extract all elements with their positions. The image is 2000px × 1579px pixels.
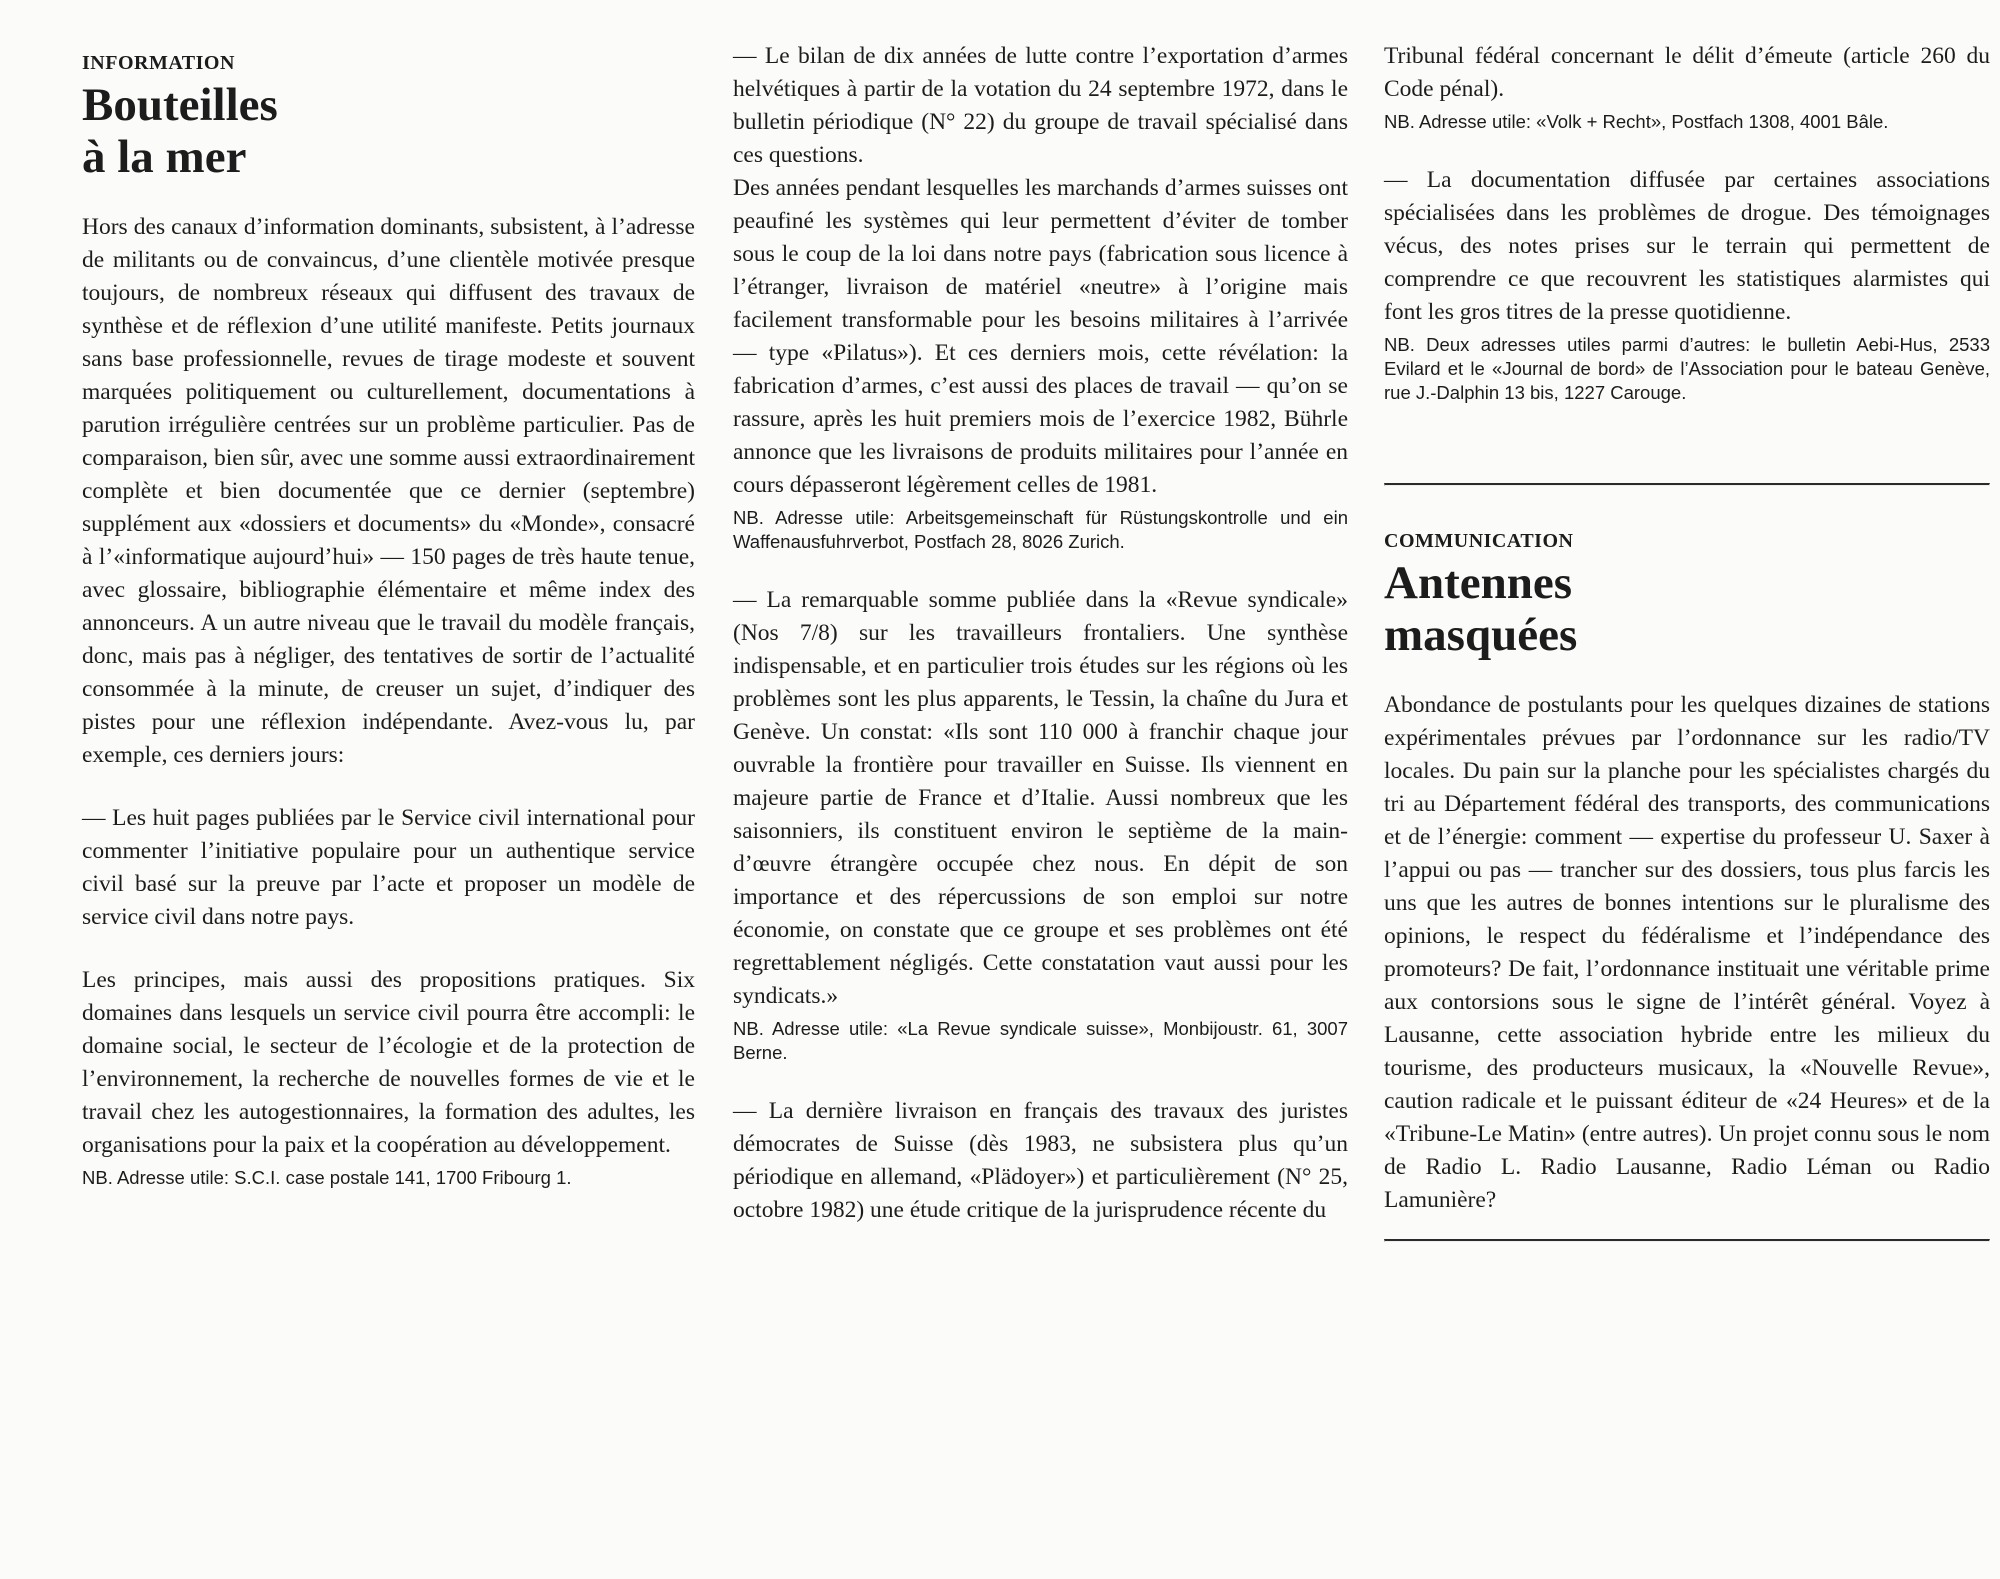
- section-kicker: COMMUNICATION: [1384, 530, 1574, 552]
- paragraph: Hors des canaux d’information dominants, subsistent, à l’adresse de militants ou de convaincus, d’une clientèle motivée presque toujours, de nombreux réseaux qui diffusent des travaux de synthèse et de réflexion d’une utilité manifeste. Petits journaux sans base professionnelle, revues de tirage modeste et souvent marquées politiquement ou culturellement, documentations à parution irrégulière centrées sur un problème particulier. Pas de comparaison, bien sûr, avec une somme aussi extraordinairement complète et bien documentée que ce dernier (septembre) supplément aux «dossiers et documents» du «Monde», consacré à l’«informatique aujourd’hui» — 150 pages de très haute tenue, avec glossaire, bibliographie élémentaire et même index des annonceurs. A un autre niveau que le travail du modèle français, donc, mais pas à négliger, des tentatives de sortir de l’actualité consommée à la minute, de creuser un sujet, d’indiquer des pistes pour une réflexion indépendante. Avez-vous lu, par exemple, ces derniers jours:: [82, 214, 695, 768]
- paragraph: Tribunal fédéral concernant le délit d’émeute (article 260 du Code pénal).: [1384, 43, 1990, 102]
- column-3: [1384, 40, 1990, 1242]
- article-headline: [82, 79, 695, 183]
- address-note: NB. Adresse utile: «La Revue syndicale suisse», Monbijoustr. 61, 3007 Berne.: [733, 1018, 1348, 1063]
- address-note: NB. Deux adresses utiles parmi d’autres: le bulletin Aebi-Hus, 2533 Evilard et le «Journal de bord» de l’Association pour le bateau Genève, rue J.-Dalphin 13 bis, 1227 Carouge.: [1384, 334, 1990, 403]
- paragraph: Abondance de postulants pour les quelques dizaines de stations expérimentales prévues par l’ordonnance sur les radio/TV locales. Du pain sur la planche pour les spécialistes chargés du tri au Département fédéral des transports, des communications et de l’énergie: comment — expertise du professeur U. Saxer à l’appui ou pas — trancher sur des dossiers, tous plus farcis les uns que les autres de bonnes intentions sur le pluralisme des opinions, le respect du fédéralisme et l’indépendance des promoteurs? De fait, l’ordonnance instituait une véritable prime aux contorsions sous le signe de l’intérêt général. Voyez à Lausanne, cette association hybride entre les milieux du tourisme, des producteurs musicaux, la «Nouvelle Revue», caution radicale et le puissant éditeur de «24 Heures» et de la «Tribune-Le Matin» (entre autres). Un projet connu sous le nom de Radio L. Radio Lausanne, Radio Léman ou Radio Lamunière?: [1384, 692, 1990, 1213]
- paragraph: — Les huit pages publiées par le Service civil international pour commenter l’initiative populaire pour un authentique service civil basé sur la preuve par l’acte et proposer un modèle de service civil dans notre pays.: [82, 805, 695, 930]
- address-note: NB. Adresse utile: Arbeitsgemeinschaft für Rüstungskontrolle und ein Waffenausfuhrverbot, Postfach 28, 8026 Zurich.: [733, 507, 1348, 552]
- column-1: [82, 40, 695, 1190]
- section-kicker: INFORMATION: [82, 52, 235, 74]
- address-note: NB. Adresse utile: «Volk + Recht», Postfach 1308, 4001 Bâle.: [1384, 111, 1889, 132]
- headline-line-1: Bouteilles: [82, 79, 278, 131]
- paragraph: Les principes, mais aussi des propositions pratiques. Six domaines dans lesquels un service civil pourra être accompli: le domaine social, le secteur de l’écologie et de la protection de l’environnement, la recherche de nouvelles formes de vie et le travail chez les autogestionnaires, la formation des adultes, les organisations pour la paix et la coopération au développement.: [82, 967, 695, 1158]
- address-note: NB. Adresse utile: S.C.I. case postale 141, 1700 Fribourg 1.: [82, 1167, 572, 1188]
- paragraph: — La documentation diffusée par certaines associations spécialisées dans les problèmes de drogue. Des témoignages vécus, des notes prises sur le terrain qui permettent de comprendre ce que recouvrent les statistiques alarmistes qui font les gros titres de la presse quotidienne.: [1384, 167, 1990, 325]
- headline-line-2: à la mer: [82, 131, 247, 183]
- article-headline: [1384, 557, 1990, 661]
- paragraph: — La remarquable somme publiée dans la «Revue syndicale» (Nos 7/8) sur les travailleurs frontaliers. Une synthèse indispensable, et en particulier trois études sur les régions où les problèmes sont les plus apparents, le Tessin, la chaîne du Jura et Genève. Un constat: «Ils sont 110 000 à franchir chaque jour ouvrable la frontière pour travailler en Suisse. Ils viennent en majeure partie de France et d’Italie. Aussi nombreux que les saisonniers, ils constituent environ le septième de la main-d’œuvre étrangère occupée chez nous. En dépit de son importance et des répercussions de son emploi sur notre économie, on constate que ce groupe et ses problèmes ont été regrettablement négligés. Cette constatation vaut aussi pour les syndicats.»: [733, 587, 1348, 1009]
- paragraph: Des années pendant lesquelles les marchands d’armes suisses ont peaufiné les systèmes qui leur permettent d’éviter de tomber sous le coup de la loi dans notre pays (fabrication sous licence à l’étranger, livraison de matériel «neutre» à l’origine mais facilement transformable pour les besoins militaires à l’arrivée — type «Pilatus»). Et ces derniers mois, cette révélation: la fabrication d’armes, c’est aussi des places de travail — qu’on se rassure, après les huit premiers mois de l’exercice 1982, Bührle annonce que les livraisons de produits militaires pour l’année en cours dépasseront légèrement celles de 1981.: [733, 175, 1348, 498]
- headline-line-2: masquées: [1384, 609, 1578, 661]
- paragraph: — La dernière livraison en français des travaux des juristes démocrates de Suisse (dès 1983, ne subsistera plus qu’un périodique en allemand, «Plädoyer») et particulièrement (N° 25, octobre 1982) une étude critique de la jurisprudence récente du: [733, 1098, 1348, 1223]
- column-2: [733, 40, 1348, 1227]
- paragraph: — Le bilan de dix années de lutte contre l’exportation d’armes helvétiques à partir de la votation du 24 septembre 1972, dans le bulletin périodique (N° 22) du groupe de travail spécialisé dans ces questions.: [733, 43, 1348, 168]
- headline-line-1: Antennes: [1384, 557, 1573, 609]
- section-divider: [1384, 1239, 1990, 1242]
